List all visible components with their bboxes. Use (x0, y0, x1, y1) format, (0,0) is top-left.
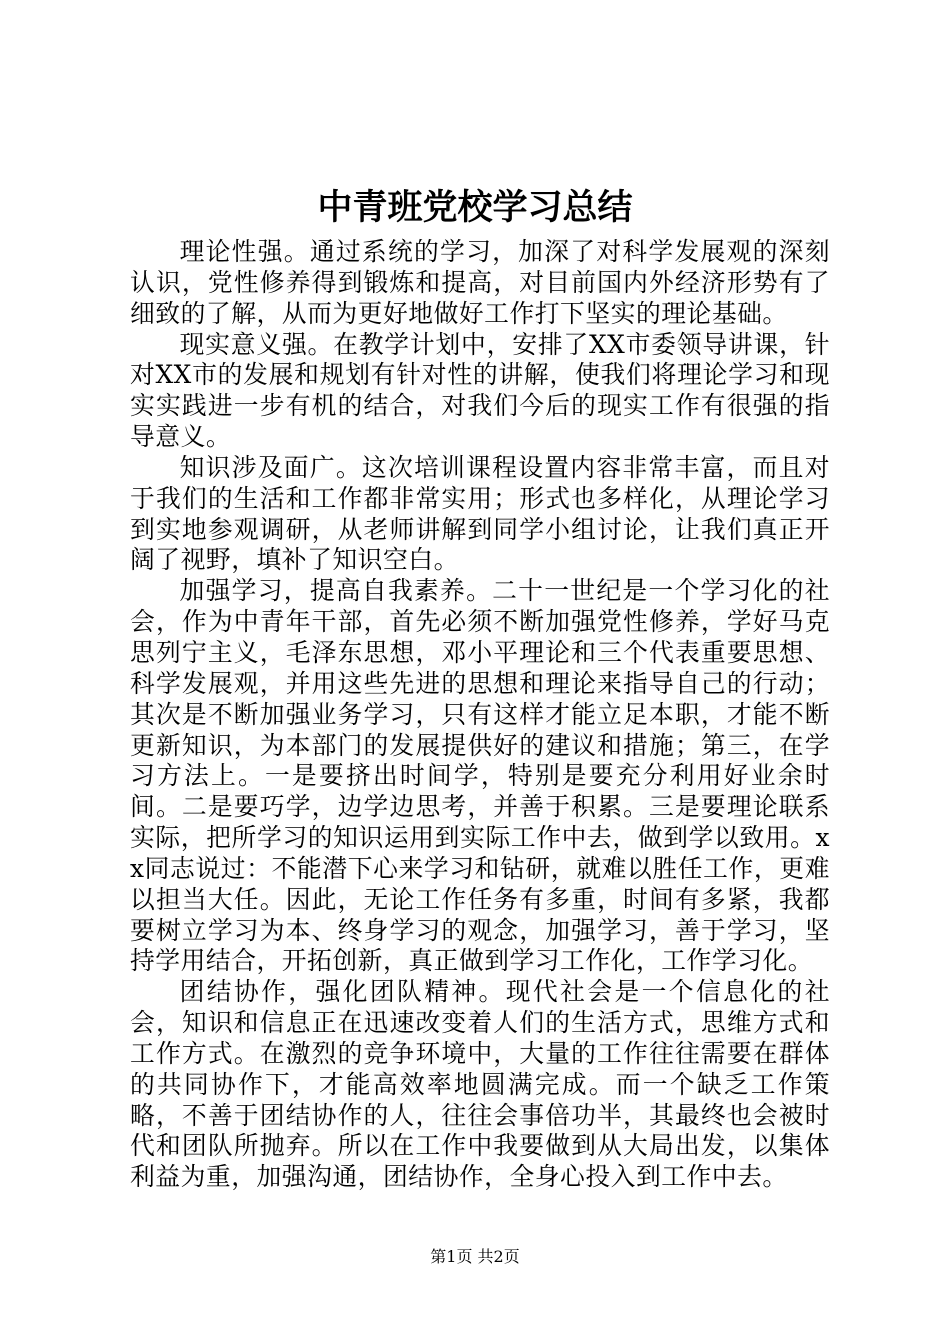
paragraph-practice: 现实意义强。在教学计划中，安排了XX市委领导讲课，针对XX市的发展和规划有针对性的讲解，使我们将理论学习和现实实践进一步有机的结合，对我们今后的现实工作有很强的指导意义。 (130, 329, 830, 452)
paragraph-teamwork: 团结协作，强化团队精神。现代社会是一个信息化的社会，知识和信息正在迅速改变着人们的生活方式，思维方式和工作方式。在激烈的竞争环境中，大量的工作往往需要在群体的共同协作下，才能高效率地圆满完成。而一个缺乏工作策略，不善于团结协作的人，往往会事倍功半，其最终也会被时代和团队所抛弃。所以在工作中我要做到从大局出发，以集体利益为重，加强沟通，团结协作，全身心投入到工作中去。 (130, 977, 830, 1192)
page-title: 中青班党校学习总结 (317, 187, 633, 228)
page-footer: 第1页 共2页 (430, 1247, 520, 1266)
document-body (130, 237, 830, 1193)
paragraph-study: 加强学习，提高自我素养。二十一世纪是一个学习化的社会，作为中青年干部，首先必须不断加强党性修养，学好马克思列宁主义，毛泽东思想，邓小平理论和三个代表重要思想、科学发展观，并用这些先进的思想和理论来指导自己的行动；其次是不断加强业务学习，只有这样才能立足本职，才能不断更新知识，为本部门的发展提供好的建议和措施；第三，在学习方法上。一是要挤出时间学，特别是要充分利用好业余时间。二是要巧学，边学边思考，并善于积累。三是要理论联系实际，把所学习的知识运用到实际工作中去，做到学以致用。xx同志说过：不能潜下心来学习和钻研，就难以胜任工作，更难以担当大任。因此，无论工作任务有多重，时间有多紧，我都要树立学习为本、终身学习的观念，加强学习，善于学习，坚持学用结合，开拓创新，真正做到学习工作化，工作学习化。 (130, 576, 830, 976)
paragraph-knowledge: 知识涉及面广。这次培训课程设置内容非常丰富，而且对于我们的生活和工作都非常实用；形式也多样化，从理论学习到实地参观调研，从老师讲解到同学小组讨论，让我们真正开阔了视野，填补了知识空白。 (130, 452, 830, 575)
paragraph-theory: 理论性强。通过系统的学习，加深了对科学发展观的深刻认识，党性修养得到锻炼和提高，对目前国内外经济形势有了细致的了解，从而为更好地做好工作打下坚实的理论基础。 (130, 237, 830, 328)
